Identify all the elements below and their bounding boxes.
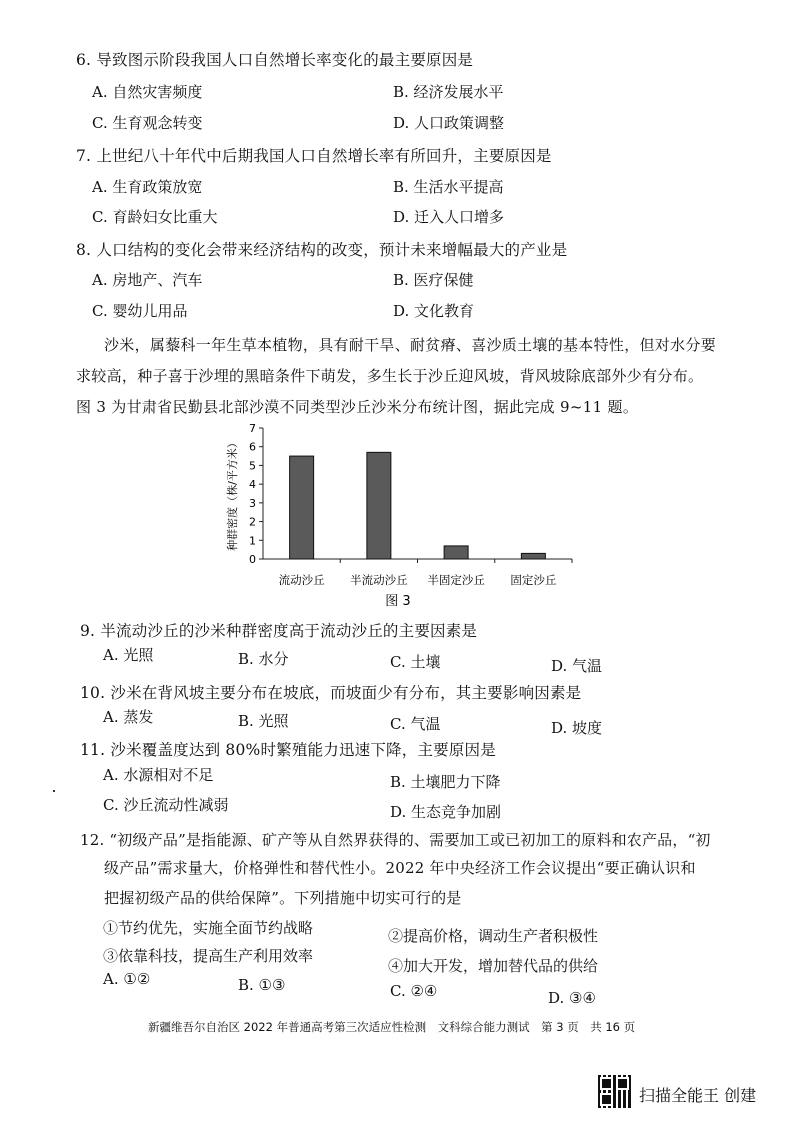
question-6-option-d[interactable]: D. 人口政策调整 — [393, 114, 505, 132]
question-12-option-c[interactable]: C. ②④ — [390, 982, 438, 1000]
chart-y-axis-label: 种群密度（株/平方米） — [226, 437, 239, 551]
question-10-stem: 10. 沙米在背风坡主要分布在坡底，而坡面少有分布，其主要影响因素是 — [80, 684, 582, 702]
scanner-brand-label: 扫描全能王 创建 — [639, 1086, 757, 1105]
chart-y-tick-label: 3 — [249, 496, 256, 510]
question-12-option-b[interactable]: B. ①③ — [238, 976, 286, 994]
question-11-option-d[interactable]: D. 生态竞争加剧 — [390, 803, 502, 821]
question-6-option-c[interactable]: C. 生育观念转变 — [92, 114, 203, 132]
question-7-option-c[interactable]: C. 育龄妇女比重大 — [92, 208, 218, 226]
question-8-option-c[interactable]: C. 婴幼儿用品 — [92, 302, 188, 320]
question-8-option-a[interactable]: A. 房地产、汽车 — [92, 271, 203, 289]
stray-dot — [53, 790, 55, 792]
question-12-option-d[interactable]: D. ③④ — [548, 989, 596, 1007]
sand-rice-density-bar-chart — [0, 416, 794, 616]
passage-line-2: 求较高，种子喜于沙埋的黑暗条件下萌发，多生长于沙丘迎风坡，背风坡除底部外少有分布。 — [76, 367, 704, 385]
question-12-item-2: ②提高价格，调动生产者积极性 — [388, 927, 599, 945]
chart-y-tick-label: 4 — [249, 478, 256, 492]
question-9-stem: 9. 半流动沙丘的沙米种群密度高于流动沙丘的主要因素是 — [80, 622, 478, 640]
question-8-stem: 8. 人口结构的变化会带来经济结构的改变，预计未来增幅最大的产业是 — [76, 241, 568, 259]
question-9-option-c[interactable]: C. 土壤 — [390, 653, 441, 671]
chart-bar — [290, 456, 314, 559]
question-7-stem: 7. 上世纪八十年代中后期我国人口自然增长率有所回升，主要原因是 — [76, 147, 552, 165]
question-11-option-c[interactable]: C. 沙丘流动性减弱 — [103, 796, 229, 814]
question-10-option-b[interactable]: B. 光照 — [238, 712, 289, 730]
chart-x-tick-label: 半固定沙丘 — [427, 573, 485, 587]
question-7-option-d[interactable]: D. 迁入人口增多 — [393, 208, 505, 226]
question-12-item-3: ③依靠科技，提高生产利用效率 — [103, 947, 314, 965]
question-6-option-a[interactable]: A. 自然灾害频度 — [92, 83, 203, 101]
question-6-stem: 6. 导致图示阶段我国人口自然增长率变化的最主要原因是 — [76, 51, 474, 69]
question-12-line-1: 12. “初级产品”是指能源、矿产等从自然界获得的、需要加工或已初加工的原料和农产品，“初 — [80, 831, 711, 849]
question-11-option-b[interactable]: B. 土壤肥力下降 — [390, 773, 501, 791]
chart-x-tick-label: 固定沙丘 — [510, 573, 557, 587]
chart-caption: 图 3 — [385, 594, 411, 609]
chart-y-tick-label: 1 — [249, 534, 256, 548]
chart-y-tick-label: 5 — [249, 459, 256, 473]
chart-y-tick-label: 0 — [249, 553, 256, 566]
chart-y-tick-label: 7 — [249, 422, 256, 435]
question-12-option-a[interactable]: A. ①② — [103, 970, 151, 988]
question-10-option-d[interactable]: D. 坡度 — [551, 719, 603, 737]
chart-x-tick-label: 半流动沙丘 — [350, 573, 408, 587]
question-11-option-a[interactable]: A. 水源相对不足 — [103, 766, 214, 784]
question-9-option-d[interactable]: D. 气温 — [551, 657, 603, 675]
question-11-stem: 11. 沙米覆盖度达到 80%时繁殖能力迅速下降，主要原因是 — [80, 741, 496, 759]
question-12-item-1: ①节约优先，实施全面节约战略 — [103, 919, 314, 937]
exam-footer: 新疆维吾尔自治区 2022 年普通高考第三次适应性检测 文科综合能力测试 第 3 页 共 16 页 — [148, 1020, 636, 1034]
question-6-option-b[interactable]: B. 经济发展水平 — [393, 83, 504, 101]
chart-bar — [444, 546, 468, 559]
chart-y-tick-label: 6 — [249, 440, 256, 454]
question-8-option-b[interactable]: B. 医疗保健 — [393, 271, 474, 289]
question-12-line-2: 级产品”需求量大，价格弹性和替代性小。2022 年中央经济工作会议提出“要正确认识和 — [104, 859, 696, 877]
question-9-option-a[interactable]: A. 光照 — [103, 646, 154, 664]
chart-y-tick-label: 2 — [249, 515, 256, 529]
qr-code-icon — [598, 1075, 631, 1108]
question-9-option-b[interactable]: B. 水分 — [238, 650, 289, 668]
question-8-option-d[interactable]: D. 文化教育 — [393, 302, 475, 320]
passage-line-1: 沙米，属藜科一年生草本植物，具有耐干旱、耐贫瘠、喜沙质土壤的基本特性，但对水分要 — [104, 336, 717, 354]
passage-line-3: 图 3 为甘肃省民勤县北部沙漠不同类型沙丘沙米分布统计图，据此完成 9~11 题。 — [76, 398, 639, 416]
chart-bar — [367, 452, 391, 559]
question-10-option-c[interactable]: C. 气温 — [390, 715, 441, 733]
question-7-option-b[interactable]: B. 生活水平提高 — [393, 178, 504, 196]
question-7-option-a[interactable]: A. 生育政策放宽 — [92, 178, 203, 196]
chart-x-tick-label: 流动沙丘 — [278, 573, 325, 587]
question-10-option-a[interactable]: A. 蒸发 — [103, 708, 154, 726]
chart-bar — [521, 553, 545, 559]
question-12-line-3: 把握初级产品的供给保障”。下列措施中切实可行的是 — [104, 889, 462, 907]
question-12-item-4: ④加大开发，增加替代品的供给 — [388, 957, 599, 975]
